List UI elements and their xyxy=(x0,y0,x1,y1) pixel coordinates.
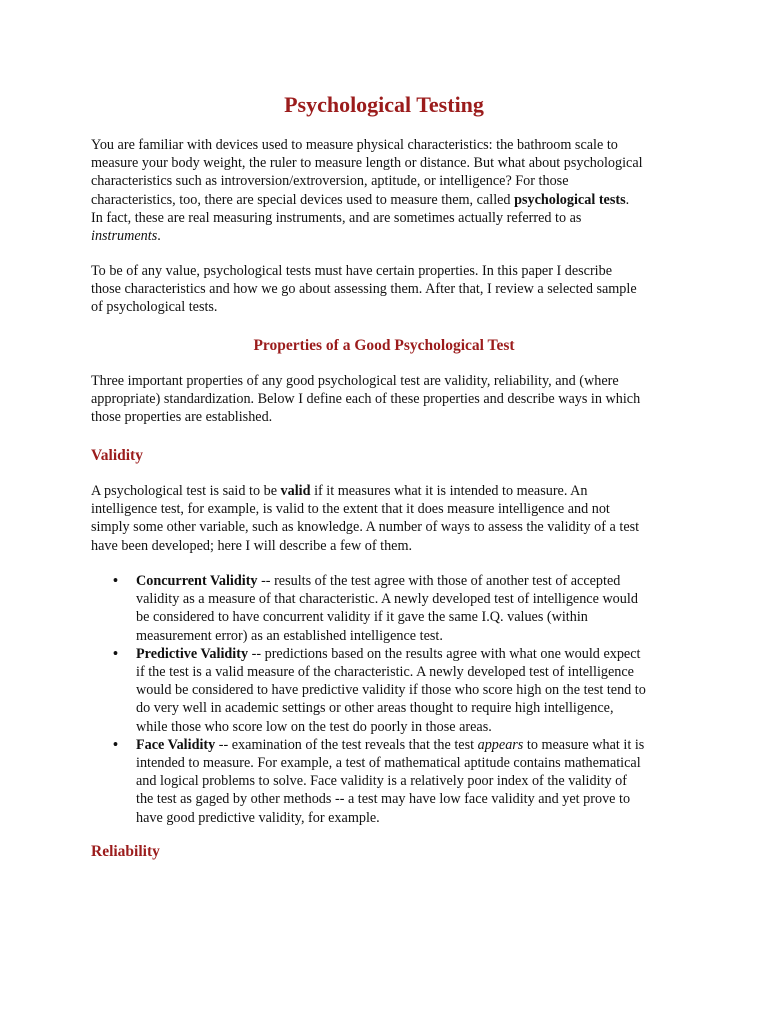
validity-types-list xyxy=(91,572,691,827)
text-line: To be of any value, psychological tests must have certain properties. In this paper I describe xyxy=(91,263,613,279)
text-run: to measure what it is xyxy=(523,736,645,753)
intro-paragraph-2 xyxy=(91,262,691,317)
properties-paragraph xyxy=(91,372,691,427)
text-line: appropriate) standardization. Below I define each of these properties and describe ways in which xyxy=(91,391,641,408)
section-heading-reliability: Reliability xyxy=(91,843,160,860)
text-line: be considered to have concurrent validity if it gave the same I.Q. values (within xyxy=(136,609,588,626)
term-bold: Face Validity xyxy=(136,736,216,753)
term-bold: Concurrent Validity xyxy=(136,573,258,589)
section-heading-properties: Properties of a Good Psychological Test xyxy=(253,337,515,354)
text-line xyxy=(91,482,691,500)
text-line: those characteristics and how we go about assessing them. After that, I review a selected sample xyxy=(91,281,637,298)
text-line: if the test is a valid measure of the characteristic. A newly developed test of intelligence xyxy=(136,664,634,681)
intro-paragraph-1 xyxy=(91,136,691,245)
text-run: characteristics, too, there are special devices used to measure them, called xyxy=(91,191,515,208)
text-line: validity as a measure of that characteristic. A newly developed test of intelligence would xyxy=(136,591,638,608)
text-line: Three important properties of any good psychological test are validity, reliability, and (where xyxy=(91,373,619,389)
text-line xyxy=(136,572,691,590)
text-line: of psychological tests. xyxy=(91,299,218,316)
text-line: would be considered to have predictive validity if those who score high on the test tend to xyxy=(136,682,646,699)
text-run: . xyxy=(625,191,630,208)
text-line: characteristics such as introversion/extroversion, aptitude, or intelligence? For those xyxy=(91,173,569,190)
list-item-predictive-validity xyxy=(91,645,691,736)
text-line: and logical problems to solve. Face validity is a relatively poor index of the validity of xyxy=(136,773,627,790)
text-line: have been developed; here I will describe a few of them. xyxy=(91,537,413,554)
text-line: In fact, these are real measuring instruments, and are sometimes actually referred to as xyxy=(91,209,582,226)
text-line: You are familiar with devices used to measure physical characteristics: the bathroom scale to xyxy=(91,137,618,153)
text-line: measurement error) as an established intelligence test. xyxy=(136,627,443,644)
emphasis-italic: appears xyxy=(477,736,524,753)
text-line xyxy=(91,227,691,245)
text-line: those properties are established. xyxy=(91,409,273,426)
list-item-concurrent-validity xyxy=(91,572,691,645)
section-heading-validity: Validity xyxy=(91,447,143,464)
list-item-face-validity xyxy=(91,736,691,827)
text-run: -- predictions based on the results agree with what one would expect xyxy=(248,645,641,662)
text-line: intended to measure. For example, a test of mathematical aptitude contains mathematical xyxy=(136,755,641,772)
text-line: have good predictive validity, for example. xyxy=(136,809,380,826)
text-line xyxy=(91,191,691,209)
bullet-icon: • xyxy=(113,736,118,753)
term-bold: Predictive Validity xyxy=(136,645,249,662)
text-line: while those who score low on the test do poorly in those areas. xyxy=(136,718,492,735)
text-line: intelligence test, for example, is valid to the extent that it does measure intelligence and not xyxy=(91,501,610,518)
text-line: do very well in academic settings or other areas thought to require high intelligence, xyxy=(136,700,614,717)
bullet-icon: • xyxy=(113,573,118,589)
text-line: measure your body weight, the ruler to measure length or distance. But what about psychological xyxy=(91,155,643,172)
text-run: -- results of the test agree with those of another test of accepted xyxy=(257,573,621,589)
bullet-icon: • xyxy=(113,645,118,662)
emphasis-bold: valid xyxy=(280,483,311,499)
validity-paragraph xyxy=(91,482,691,555)
text-run: . xyxy=(157,228,161,245)
document-title: Psychological Testing xyxy=(284,92,484,117)
text-line: simply some other variable, such as knowledge. A number of ways to assess the validity of a test xyxy=(91,519,640,536)
emphasis-bold: psychological tests xyxy=(514,191,626,208)
text-line xyxy=(136,736,691,754)
emphasis-italic: instruments xyxy=(91,228,158,245)
text-line: the test as gaged by other methods -- a test may have low face validity and yet prove to xyxy=(136,791,631,808)
text-run: if it measures what it is intended to measure. An xyxy=(310,483,588,499)
text-line xyxy=(136,645,691,663)
text-run: A psychological test is said to be xyxy=(91,483,281,499)
text-run: -- examination of the test reveals that the test xyxy=(215,736,478,753)
